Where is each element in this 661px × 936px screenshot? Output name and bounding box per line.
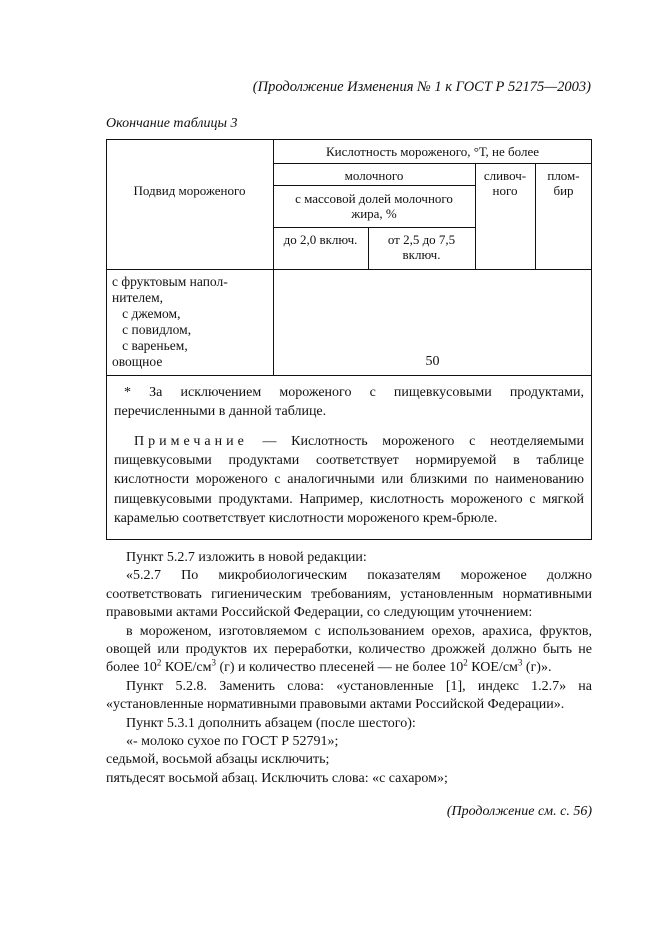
table-rule	[273, 227, 475, 228]
table-right-border	[591, 139, 592, 540]
superscript: 2	[463, 657, 468, 668]
note-label: Примечание	[134, 434, 248, 449]
paragraph: Пункт 5.2.8. Заменить слова: «установленные [1], индекс 1.2.7» на «установленные нормативными правовыми актами Российской Федерации».	[106, 678, 592, 713]
paragraph: «5.2.7 По микробиологическим показателям мороженое должно соответствовать гигиеническим требованиям, установленным нормативными правовыми актами Российской Федерации, со следующим уточнением:	[106, 568, 592, 621]
header-milk: молочного	[344, 168, 404, 183]
header-milk-fat: с массовой долей молочного жира, %	[295, 191, 453, 221]
paragraph	[106, 623, 592, 678]
table-note	[114, 432, 584, 528]
row-value: 50	[425, 354, 440, 369]
amendment-text	[106, 549, 592, 788]
header-plombir: плом- бир	[547, 168, 580, 198]
header-cream: сливоч- ного	[483, 168, 527, 198]
superscript: 3	[211, 657, 216, 668]
text-run: в мороженом, изготовляемом с использованием орехов, арахиса, фруктов, овощей или продуктов их переработки, количество дрожжей должно быть не более 10	[106, 623, 592, 676]
text-run: КОЕ/см	[161, 660, 212, 676]
note-text: — Кислотность мороженого с неотделяемыми пищевкусовыми продуктами соответствует нормируемой в таблице кислотности мороженого с аналогичными или близкими по наименованию пищевкусовыми продуктами. Например, кислотность мороженого с мягкой карамелью соответствует кислотности мороженого крем-брюле.	[114, 434, 584, 526]
header-fat-high: от 2,5 до 7,5 включ.	[387, 232, 456, 262]
table-rule	[273, 163, 592, 164]
superscript: 2	[156, 657, 162, 668]
acidity-table	[106, 139, 592, 540]
table-rule	[106, 375, 592, 376]
header-subtype: Подвид мороженого	[133, 183, 246, 198]
paragraph: «- молоко сухое по ГОСТ Р 52791»;	[126, 734, 339, 750]
row-subtype: с фруктовым напол- нителем, с джемом, с повидлом, с вареньем, овощное	[112, 274, 228, 369]
table-left-border	[106, 139, 107, 540]
text-run: (г)».	[522, 660, 552, 676]
paragraph: седьмой, восьмой абзацы исключить;	[106, 752, 330, 768]
header-fat-low: до 2,0 включ.	[283, 232, 358, 247]
text-run: КОЕ/см	[467, 660, 518, 676]
header-acidity: Кислотность мороженого, °Т, не более	[325, 144, 540, 159]
table-top-border	[106, 139, 592, 140]
continuation-note: (Продолжение см. с. 56)	[446, 804, 592, 819]
paragraph: пятьдесят восьмой абзац. Исключить слова: «с сахаром»;	[106, 770, 448, 786]
table-footnote: * За исключением мороженого с пищевкусовыми продуктами, перечисленными в данной таблице.	[114, 385, 584, 419]
table-bottom-border	[106, 539, 592, 540]
paragraph: Пункт 5.2.7 изложить в новой редакции:	[126, 550, 367, 565]
paragraph: Пункт 5.3.1 дополнить абзацем (после шестого):	[126, 715, 416, 731]
table-rule	[273, 185, 475, 186]
text-run: (г) и количество плесеней — не более 10	[215, 660, 464, 676]
superscript: 3	[517, 657, 523, 668]
table-rule	[106, 269, 592, 270]
running-header: (Продолжение Изменения № 1 к ГОСТ Р 52175—2003)	[252, 79, 591, 95]
table-caption: Окончание таблицы 3	[106, 116, 238, 131]
